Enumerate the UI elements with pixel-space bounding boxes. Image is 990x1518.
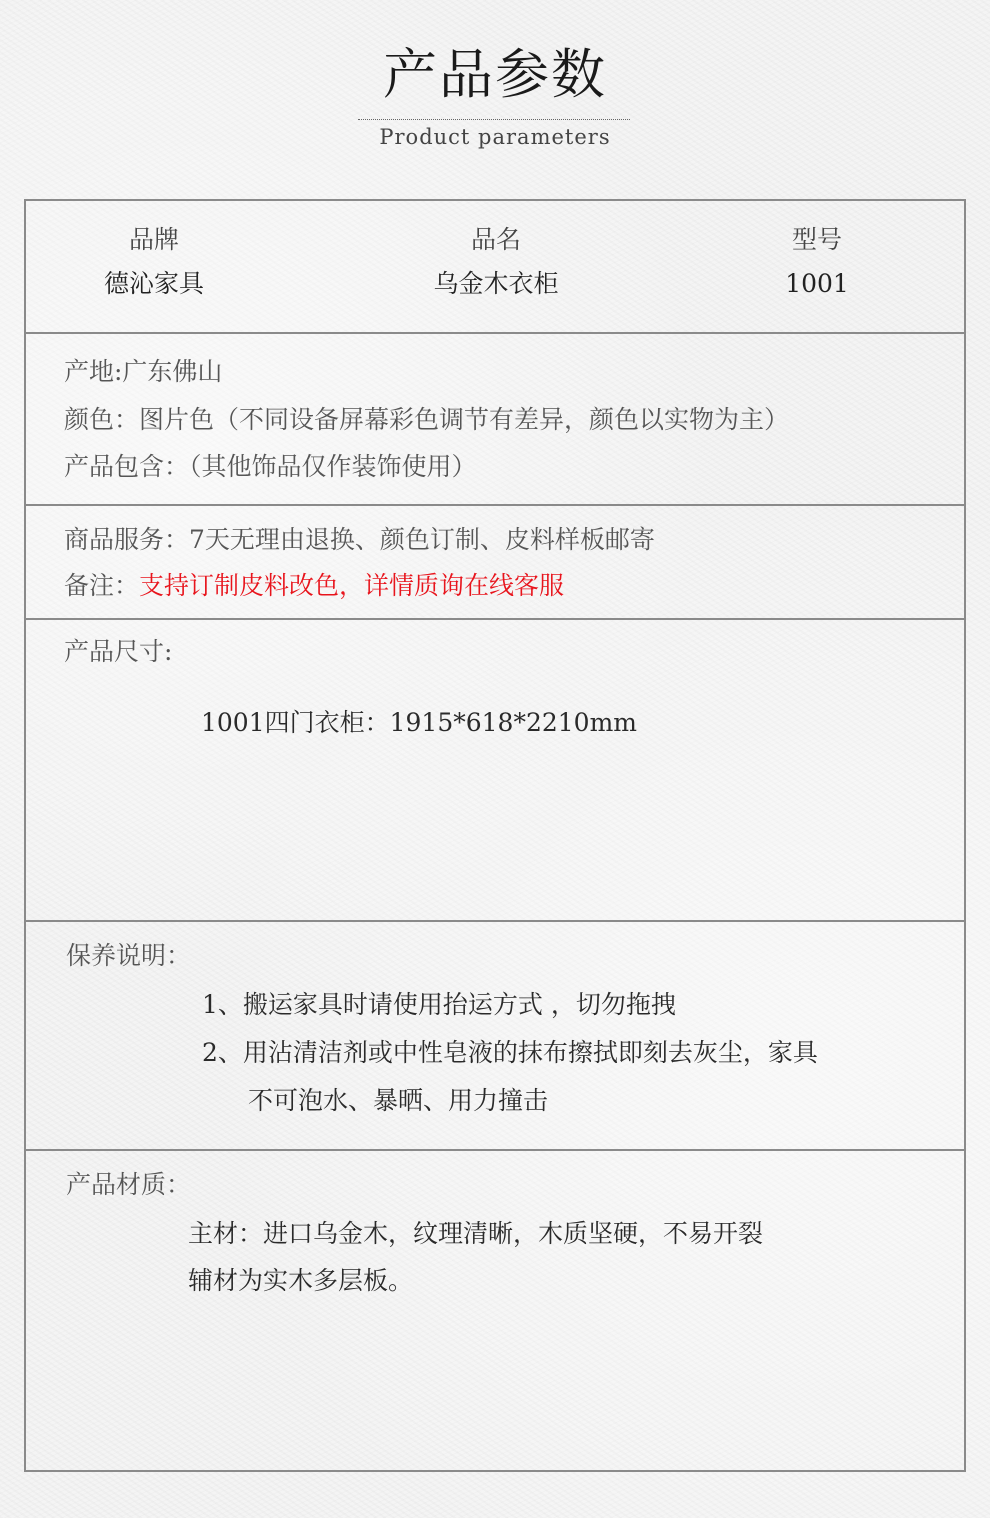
size-section bbox=[26, 620, 964, 922]
parameters-table bbox=[24, 199, 966, 1472]
note-line bbox=[64, 569, 564, 603]
includes-text: 产品包含：（其他饰品仅作装饰使用） bbox=[64, 452, 477, 481]
material-section bbox=[26, 1151, 964, 1470]
material-line-1: 主材：进口乌金木，纹理清晰，木质坚硬，不易开裂 bbox=[188, 1219, 764, 1248]
title-divider bbox=[358, 119, 630, 120]
note-value: 支持订制皮料改色，详情质询在线客服 bbox=[139, 571, 565, 600]
care-item-2-line-2: 不可泡水、暴晒、用力撞击 bbox=[248, 1086, 549, 1115]
material-label: 产品材质： bbox=[66, 1170, 192, 1199]
brand-column bbox=[76, 223, 232, 301]
care-label: 保养说明： bbox=[66, 941, 192, 970]
care-item-1: 1、搬运家具时请使用抬运方式 ，切勿拖拽 bbox=[202, 990, 676, 1019]
origin-text: 产地:广东佛山 bbox=[64, 357, 223, 386]
size-value: 1001四门衣柜：1915*618*2210mm bbox=[201, 708, 637, 737]
model-value: 1001 bbox=[785, 269, 849, 298]
service-section bbox=[26, 506, 964, 620]
brand-value: 德沁家具 bbox=[103, 269, 204, 298]
service-text: 商品服务：7天无理由退换、颜色订制、皮料样板邮寄 bbox=[64, 525, 655, 554]
size-label: 产品尺寸: bbox=[64, 637, 173, 666]
care-section bbox=[26, 922, 964, 1151]
general-info-section bbox=[26, 334, 964, 506]
brand-label: 品牌 bbox=[128, 225, 179, 254]
color-text: 颜色：图片色（不同设备屏幕彩色调节有差异，颜色以实物为主） bbox=[64, 405, 790, 434]
material-line-2: 辅材为实木多层板。 bbox=[188, 1266, 414, 1295]
care-item-2-line-1: 2、用沾清洁剂或中性皂液的抹布擦拭即刻去灰尘，家具 bbox=[202, 1038, 818, 1067]
note-label: 备注： bbox=[64, 571, 140, 600]
page-subtitle: Product parameters bbox=[379, 125, 611, 149]
model-column bbox=[766, 223, 868, 301]
product-name-label: 品名 bbox=[470, 225, 521, 254]
page-title: 产品参数 bbox=[383, 43, 607, 106]
product-name-value: 乌金木衣柜 bbox=[433, 269, 559, 298]
model-label: 型号 bbox=[791, 225, 842, 254]
page-header bbox=[0, 0, 990, 190]
product-name-column bbox=[406, 223, 586, 301]
basic-info-section bbox=[26, 201, 964, 334]
